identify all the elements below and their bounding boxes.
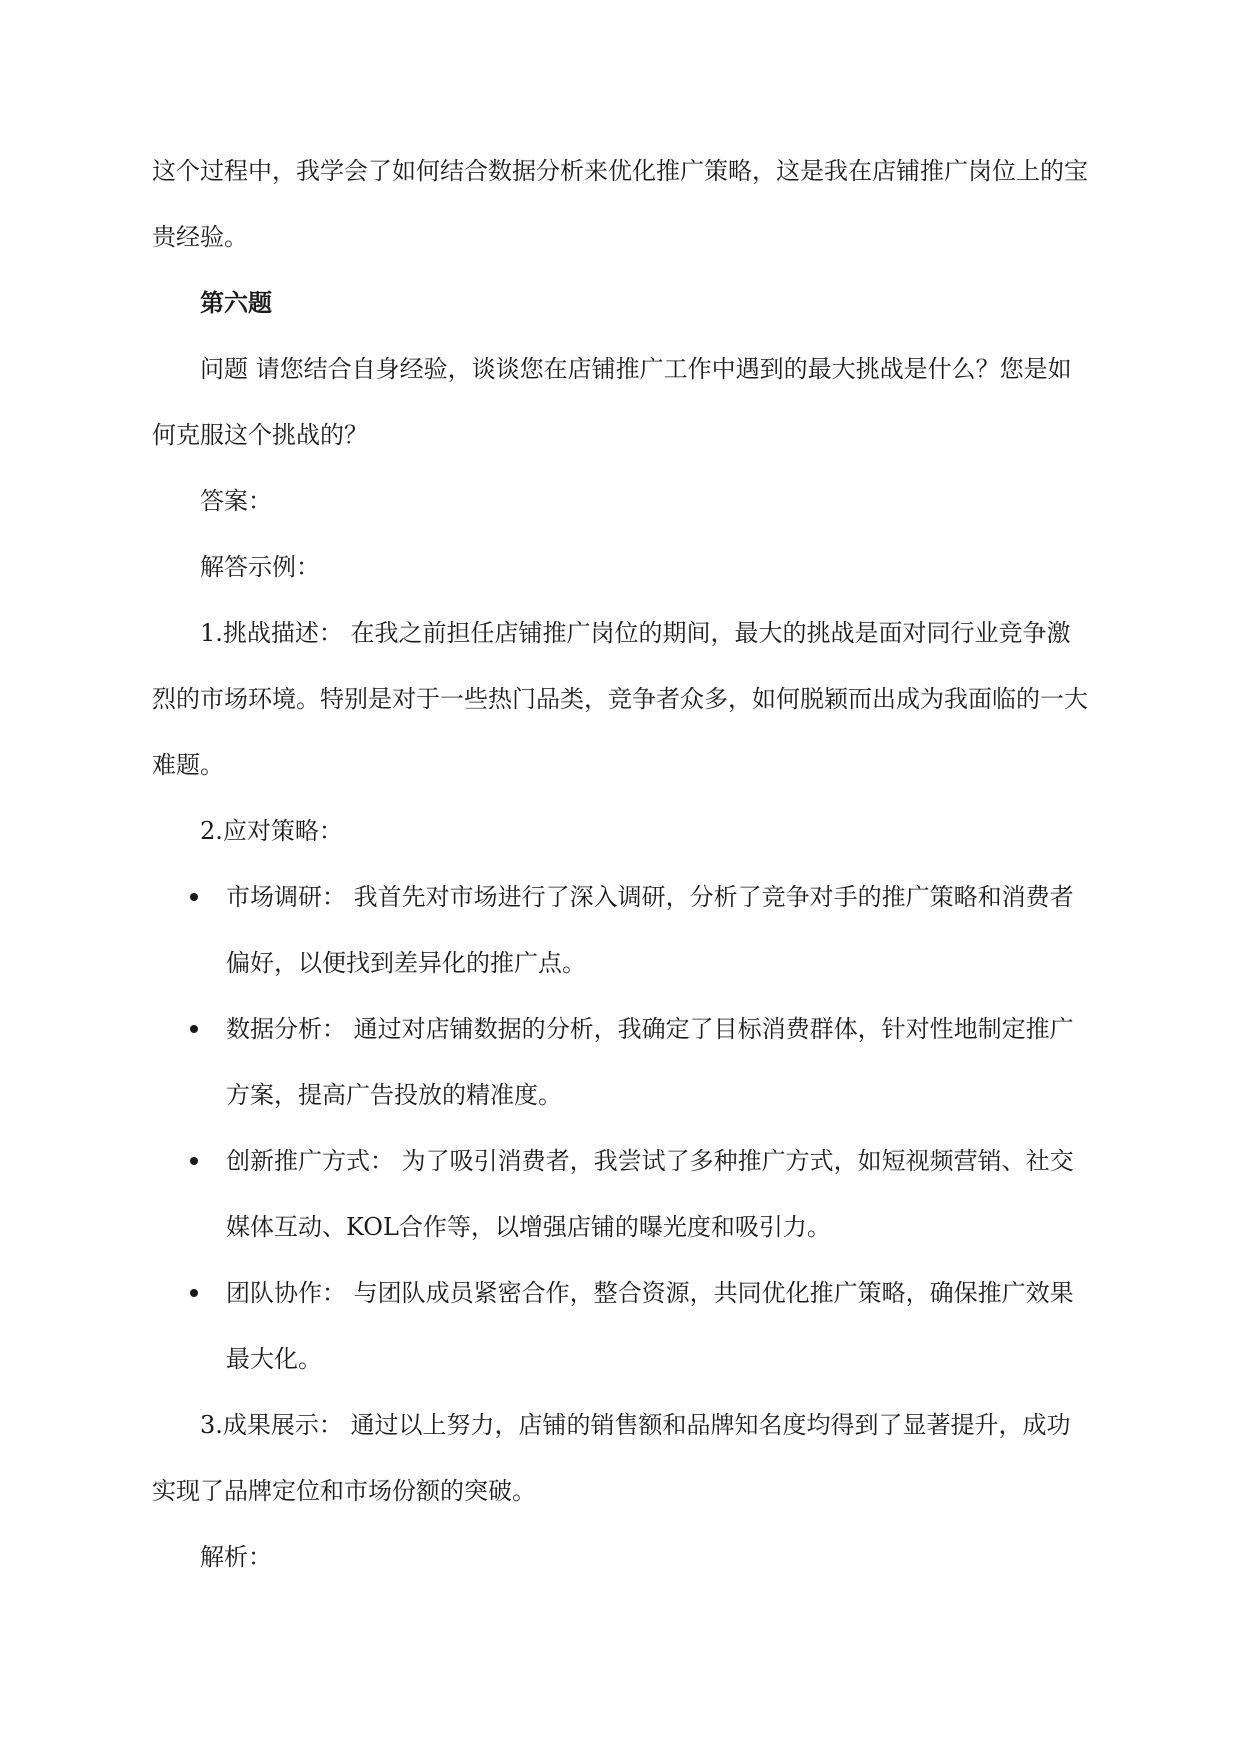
strategy-item-innovative-promotion [152,1128,1092,1260]
intro-paragraph: 这个过程中，我学会了如何结合数据分析来优化推广策略，这是我在店铺推广岗位上的宝贵经验。 [152,157,1088,251]
document-body [152,138,1092,1590]
bullet-icon [190,1289,198,1297]
strategy-text: 数据分析： 通过对店铺数据的分析，我确定了目标消费群体，针对性地制定推广方案，提高广告投放的精准度。 [226,1015,1074,1109]
strategy-item-team-collaboration [152,1260,1092,1392]
bullet-icon [190,893,198,901]
example-label: 解答示例： [200,553,320,581]
strategy-text: 创新推广方式： 为了吸引消费者，我尝试了多种推广方式，如短视频营销、社交媒体互动、KOL合作等，以增强店铺的曝光度和吸引力。 [226,1147,1074,1241]
strategy-label: 2.应对策略： [200,817,343,845]
strategy-item-data-analysis [152,996,1092,1128]
strategy-list [152,864,1092,1392]
answer-label: 答案： [200,487,272,515]
challenge-paragraph: 1.挑战描述： 在我之前担任店铺推广岗位的期间，最大的挑战是面对同行业竞争激烈的市场环境。特别是对于一些热门品类，竞争者众多，如何脱颖而出成为我面临的一大难题。 [152,619,1088,779]
bullet-icon [190,1025,198,1033]
strategy-text: 团队协作： 与团队成员紧密合作，整合资源，共同优化推广策略，确保推广效果最大化。 [226,1279,1074,1373]
question-paragraph: 问题 请您结合自身经验，谈谈您在店铺推广工作中遇到的最大挑战是什么？您是如何克服这个挑战的？ [152,355,1072,449]
analysis-label: 解析： [200,1543,272,1571]
strategy-item-market-research [152,864,1092,996]
result-paragraph: 3.成果展示： 通过以上努力，店铺的销售额和品牌知名度均得到了显著提升，成功实现了品牌定位和市场份额的突破。 [152,1411,1071,1505]
strategy-text: 市场调研： 我首先对市场进行了深入调研，分析了竞争对手的推广策略和消费者偏好，以便找到差异化的推广点。 [226,883,1074,977]
bullet-icon [190,1157,198,1165]
section-heading: 第六题 [200,288,272,317]
